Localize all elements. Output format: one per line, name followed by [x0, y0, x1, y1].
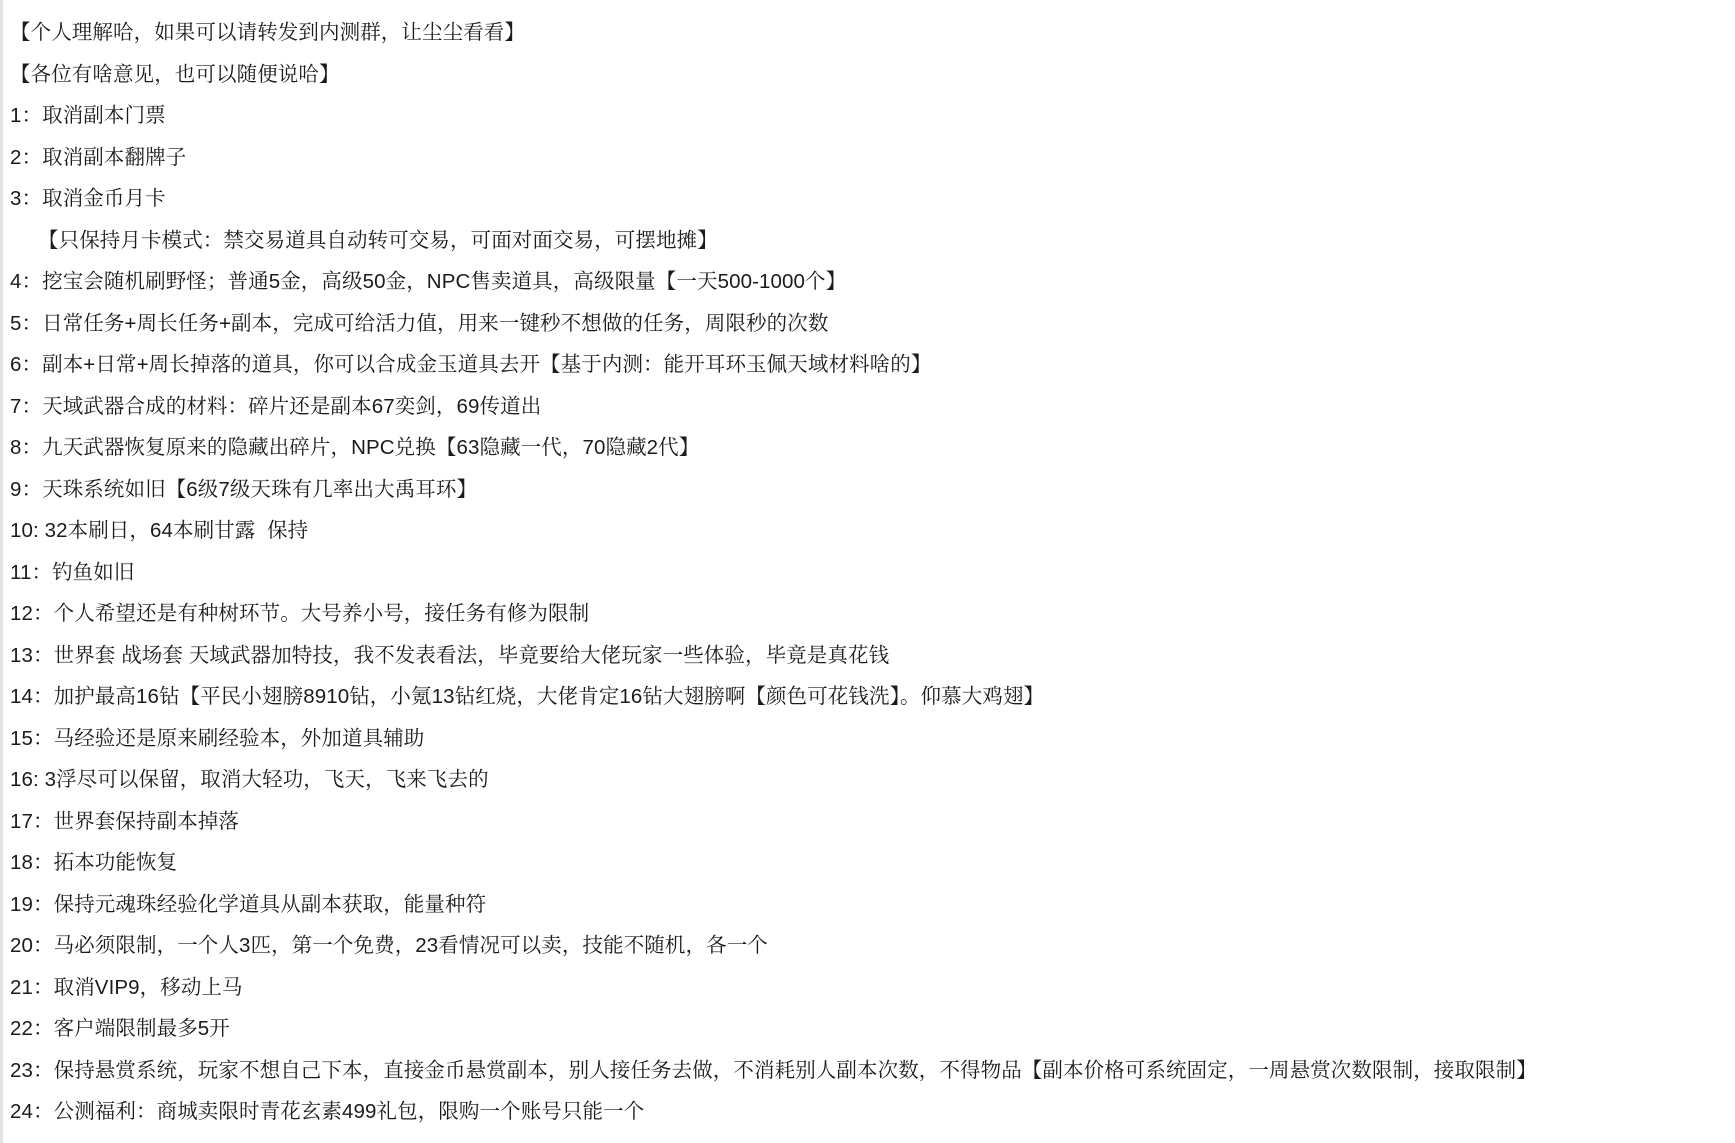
- list-item: 16: 3浮尽可以保留，取消大轻功，飞天，飞来飞去的: [10, 768, 489, 791]
- list-item: 3：取消金币月卡: [10, 187, 166, 210]
- list-item: 20：马必须限制，一个人3匹，第一个免费，23看情况可以卖，技能不随机，各一个: [10, 934, 768, 957]
- list-item: 6：副本+日常+周长掉落的道具，你可以合成金玉道具去开【基于内测：能开耳环玉佩天域材料啥的】: [10, 353, 932, 376]
- list-item: 24：公测福利：商城卖限时青花玄素499礼包，限购一个账号只能一个: [10, 1100, 645, 1123]
- list-item-note: 【只保持月卡模式：禁交易道具自动转可交易，可面对面交易，可摆地摊】: [38, 228, 718, 252]
- list-item: 1：取消副本门票: [10, 104, 166, 127]
- list-item: 14：加护最高16钻【平民小翅膀8910钻，小氪13钻红烧，大佬肯定16钻大翅膀啊【颜色可花钱洗】。仰慕大鸡翅】: [10, 685, 1045, 708]
- list-item: 10: 32本刷日，64本刷甘露 保持: [10, 519, 309, 542]
- list-item: 11：钓鱼如旧: [10, 560, 135, 584]
- list-item: 19：保持元魂珠经验化学道具从副本获取，能量种符: [10, 892, 487, 916]
- document-header-line: 【各位有啥意见，也可以随便说哈】: [10, 62, 340, 86]
- list-item: 4：挖宝会随机刷野怪；普通5金，高级50金，NPC售卖道具，高级限量【一天500-1000个】: [10, 270, 847, 293]
- document-content: [0, 8, 1735, 1143]
- list-item: 13：世界套 战场套 天域武器加特技，我不发表看法，毕竟要给大佬玩家一些体验，毕竟是真花钱: [10, 643, 890, 667]
- list-item: 23：保持悬赏系统，玩家不想自己下本，直接金币悬赏副本，别人接任务去做，不消耗别人副本次数，不得物品【副本价格可系统固定，一周悬赏次数限制，接取限制】: [10, 1058, 1537, 1082]
- list-item: 21：取消VIP9，移动上马: [10, 975, 243, 999]
- list-item: 22：客户端限制最多5开: [10, 1017, 230, 1040]
- list-item: 17：世界套保持副本掉落: [10, 809, 240, 833]
- list-item: 18：拓本功能恢复: [10, 851, 178, 874]
- list-item: 15：马经验还是原来刷经验本，外加道具辅助: [10, 726, 425, 750]
- list-item: 7：天域武器合成的材料：碎片还是副本67奕剑，69传道出: [10, 394, 542, 418]
- list-item: 5：日常任务+周长任务+副本，完成可给活力值，用来一键秒不想做的任务，周限秒的次数: [10, 311, 829, 335]
- list-item: 8：九天武器恢复原来的隐藏出碎片，NPC兑换【63隐藏一代，70隐藏2代】: [10, 436, 700, 459]
- list-item: 2：取消副本翻牌子: [10, 145, 187, 169]
- list-item: 9：天珠系统如旧【6级7级天珠有几率出大禹耳环】: [10, 477, 478, 501]
- left-edge-rule: [0, 0, 3, 1143]
- document-header-line: 【个人理解哈，如果可以请转发到内测群，让尘尘看看】: [10, 21, 525, 44]
- list-item: 12：个人希望还是有种树环节。大号养小号，接任务有修为限制: [10, 602, 590, 625]
